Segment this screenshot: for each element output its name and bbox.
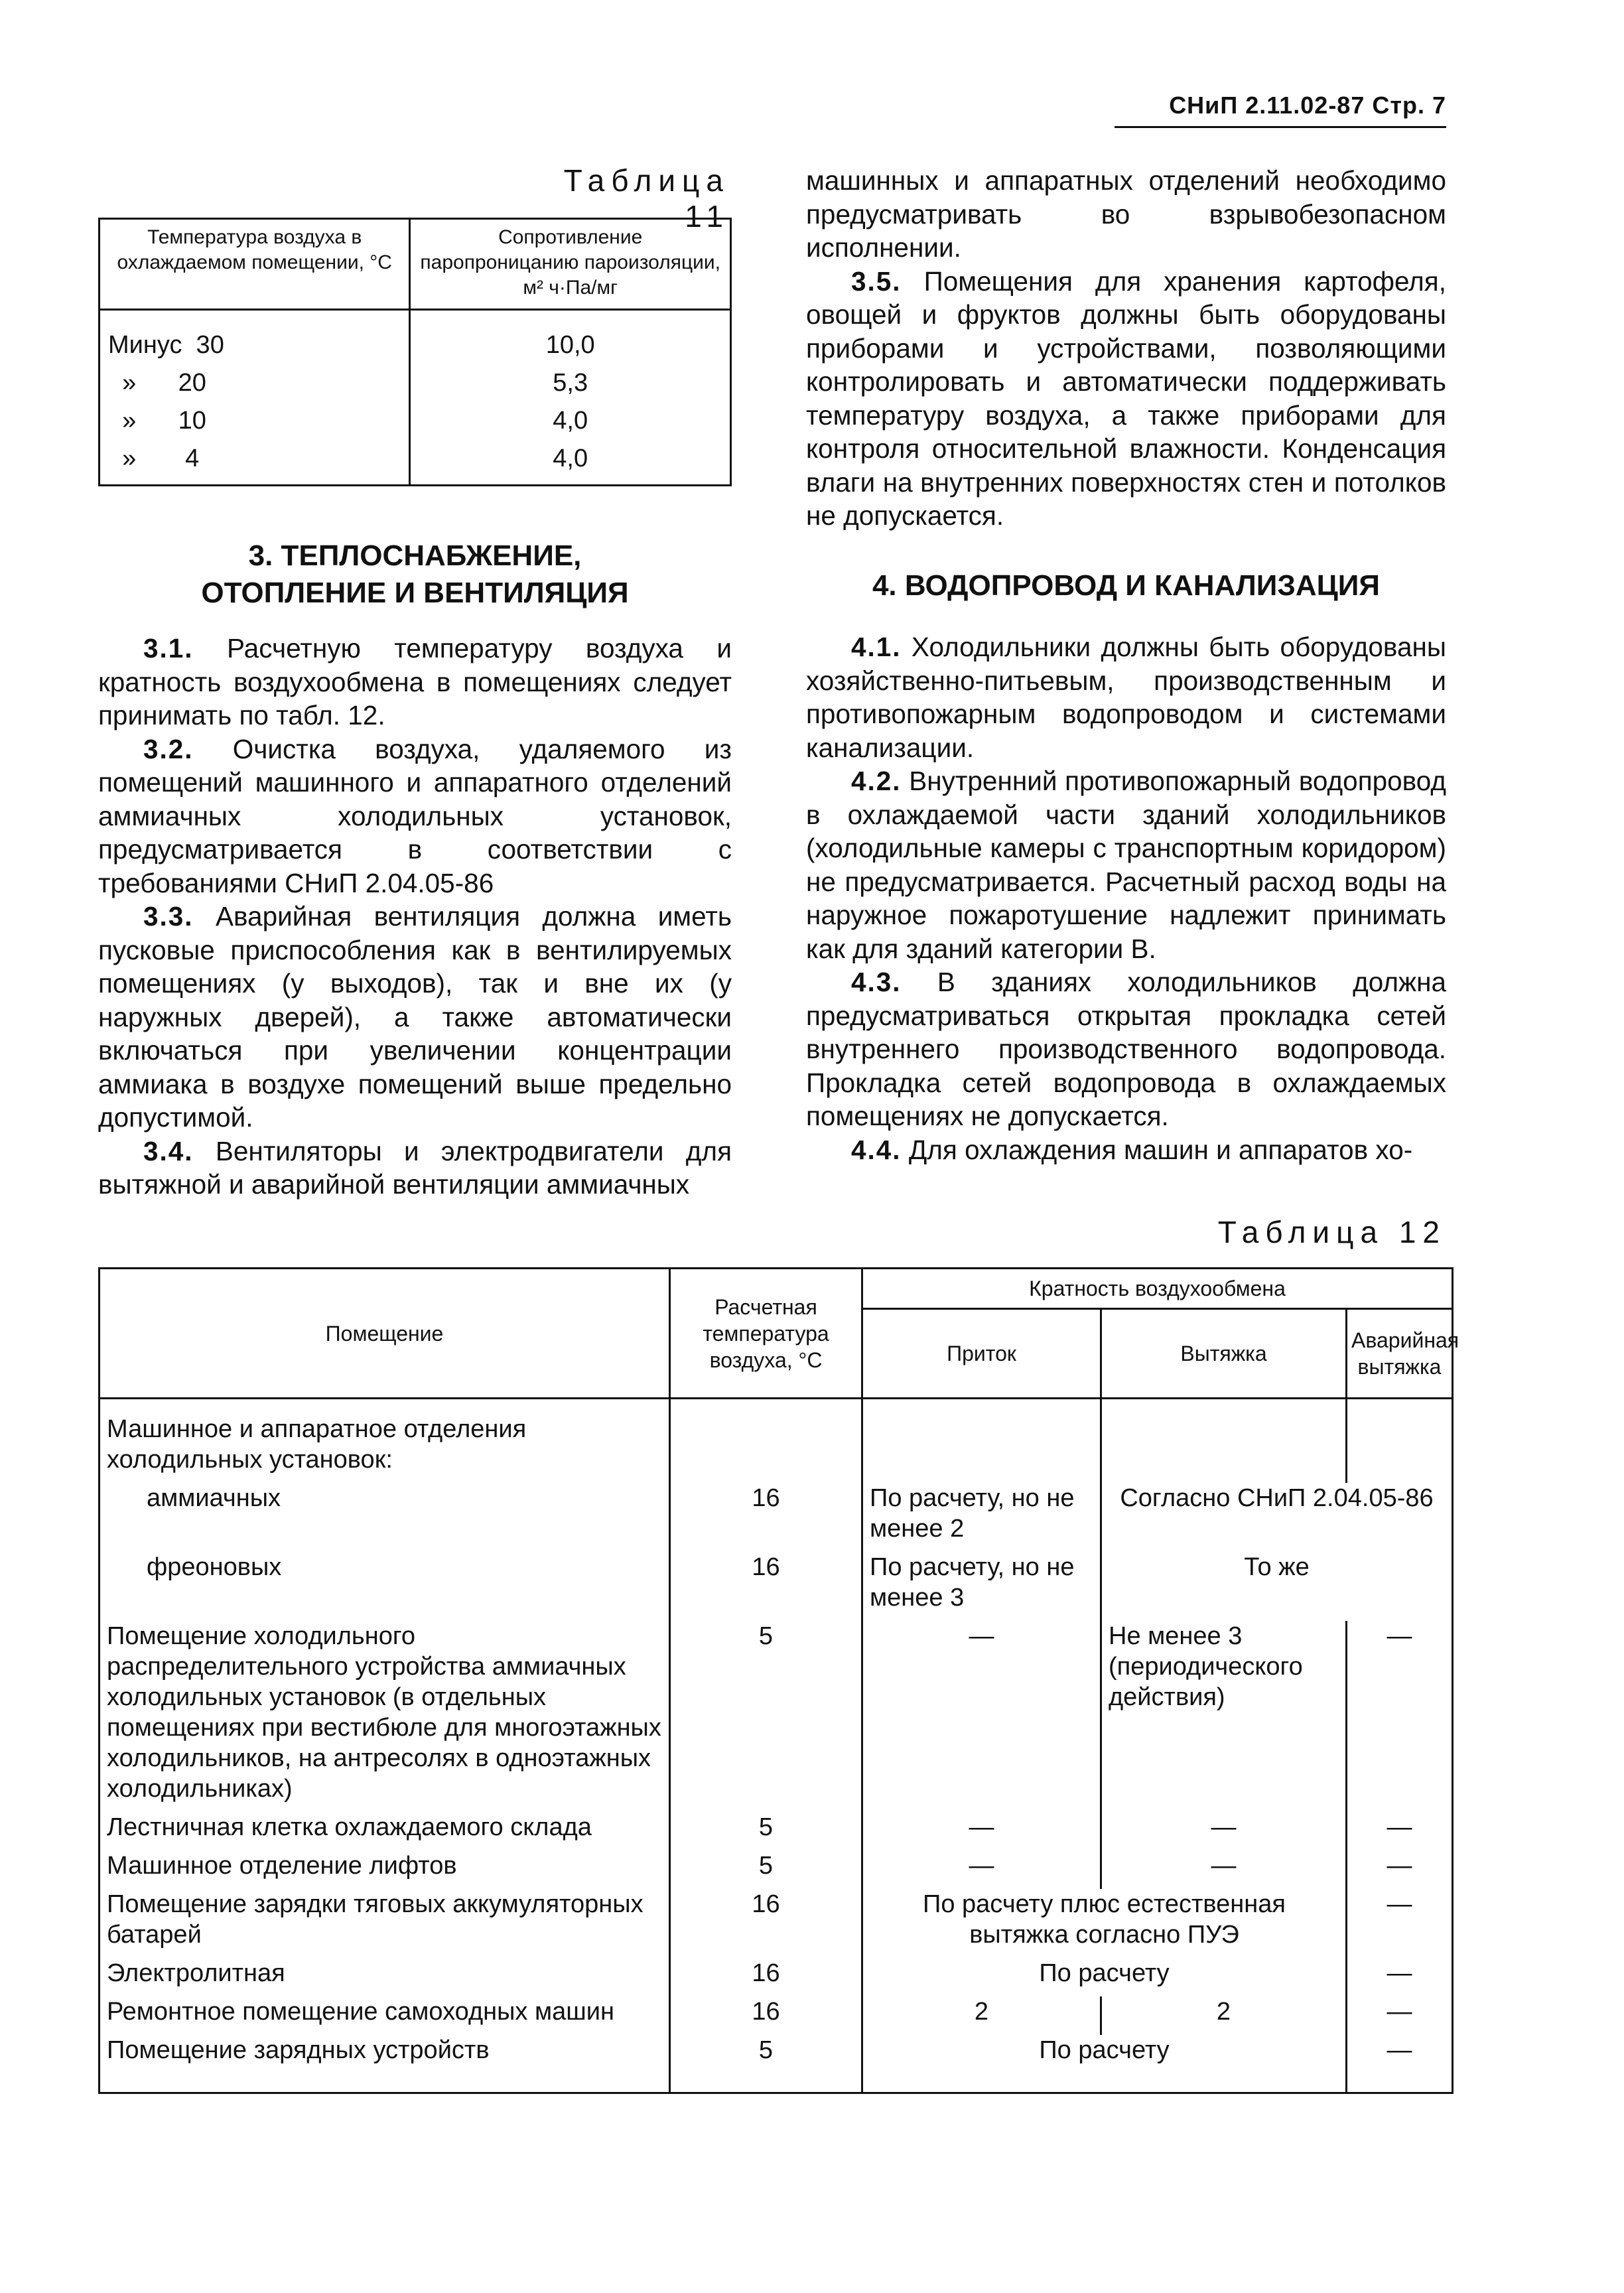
- temperature-cell: Минус 30: [100, 310, 410, 365]
- table-row: [100, 440, 731, 486]
- resistance-cell: 4,0: [410, 402, 731, 440]
- table-row: [100, 2035, 1453, 2093]
- inflow-cell: По расчету, но не менее 3: [862, 1552, 1101, 1621]
- paragraph-text: Очистка воздуха, удаляемого из помещений машинного и аппаратного отделений аммиачных холодильных установок, предусматривается в соответствии с требованиями СНиП 2.04.05-86: [98, 733, 732, 898]
- table-row: [100, 402, 731, 440]
- room-cell: Машинное и аппаратное отделения холодильных установок:: [100, 1399, 670, 1484]
- column-header-room: Помещение: [100, 1269, 670, 1399]
- inflow-cell: —: [862, 1850, 1101, 1889]
- table-row: [100, 1812, 1453, 1850]
- temperature-cell: 5: [670, 1812, 862, 1850]
- table-row: [100, 364, 731, 402]
- table-12-caption: Таблица 12: [1217, 1215, 1446, 1249]
- paragraph-number: 4.4.: [851, 1134, 902, 1165]
- table-row: [100, 1850, 1453, 1889]
- paragraph-3-4: [98, 1135, 732, 1202]
- temperature-cell: 5: [670, 1850, 862, 1889]
- emergency-cell: —: [1347, 1889, 1453, 1958]
- paragraph-text: В зданиях холодильников должна предусматриваться открытая прокладка сетей внутреннего производственного водопровода. Прокладка сетей водопровода в охлаждаемых помещениях не допускается.: [806, 967, 1446, 1131]
- column-header-temperature: Расчетная температура воздуха, °С: [670, 1269, 862, 1399]
- paragraph-text: Аварийная вентиляция должна иметь пусковые приспособления как в вентилируемых помещениях (у выходов), так и вне их (у наружных дверей), а также автоматически включаться при увеличении концентрации аммиака в воздухе помещений выше предельно допустимой.: [98, 901, 732, 1133]
- inflow-cell: —: [862, 1812, 1101, 1850]
- page-header: СНиП 2.11.02-87 Стр. 7: [1169, 92, 1446, 119]
- section-3-heading-line-1: 3. ТЕПЛОСНАБЖЕНИЕ,: [248, 539, 582, 572]
- paragraph-text: Помещения для хранения картофеля, овощей и фруктов должны быть оборудованы приборами и устройствами, позволяющими контролировать и автоматически поддерживать температуру воздуха, а также приборами для контроля относительной влажности. Конденсация влаги на внутренних поверхностях стен и потолков не допускается.: [806, 265, 1446, 531]
- temperature-cell: 16: [670, 1958, 862, 1996]
- column-header-exhaust: Вытяжка: [1101, 1309, 1347, 1399]
- temperature-cell: 5: [670, 2035, 862, 2093]
- emergency-cell: [1347, 1399, 1453, 1484]
- table-row: [100, 1552, 1453, 1621]
- paragraph-3-5: [806, 265, 1446, 533]
- temperature-cell: 16: [670, 1483, 862, 1552]
- table-row: [100, 310, 731, 365]
- resistance-cell: 10,0: [410, 310, 731, 365]
- table-row: [100, 1483, 1453, 1552]
- inflow-cell: 2: [862, 1996, 1101, 2035]
- paragraph-3-2: [98, 732, 732, 900]
- paragraph-number: 4.1.: [851, 632, 902, 662]
- inflow-cell: По расчету, но не менее 2: [862, 1483, 1101, 1552]
- temperature-cell: 16: [670, 1552, 862, 1621]
- room-cell: Электролитная: [100, 1958, 670, 1996]
- paragraph-number: 3.3.: [143, 901, 194, 932]
- table-11: [98, 218, 732, 486]
- temperature-cell: 16: [670, 1996, 862, 2035]
- room-cell: фреоновых: [100, 1552, 670, 1621]
- exhaust-cell: Не менее 3 (периодического действия): [1101, 1621, 1347, 1812]
- paragraph-text: Внутренний противопожарный водопровод в охлаждаемой части зданий холодильников (холодильные камеры с транспортным коридором) не предусматривается. Расчетный расход воды на наружное пожаротушение надлежит принимать как для зданий категории В.: [806, 766, 1446, 964]
- paragraph-text: Расчетную температуру воздуха и кратность воздухообмена в помещениях следует принимать по табл. 12.: [98, 633, 732, 730]
- right-column-text-top: [806, 164, 1446, 533]
- paragraph-4-3: [806, 965, 1446, 1133]
- inflow-exhaust-merged-cell: По расчету: [862, 1958, 1347, 1996]
- table-header-row: [100, 1269, 1453, 1309]
- paragraph-number: 3.4.: [143, 1135, 194, 1166]
- temperature-cell: » 20: [100, 364, 410, 402]
- paragraph-4-2: [806, 764, 1446, 965]
- column-header-temperature: Температура воздуха в охлаждаемом помещении, °С: [100, 219, 410, 310]
- emergency-cell: —: [1347, 1812, 1453, 1850]
- inflow-exhaust-merged-cell: По расчету: [862, 2035, 1347, 2093]
- header-rule: [1115, 126, 1446, 128]
- room-cell: Ремонтное помещение самоходных машин: [100, 1996, 670, 2035]
- column-header-air-exchange: Кратность воздухообмена: [862, 1269, 1453, 1309]
- emergency-cell: —: [1347, 1996, 1453, 2035]
- emergency-cell: —: [1347, 2035, 1453, 2093]
- table-12: [98, 1267, 1459, 2094]
- room-cell: Помещение холодильного распределительного устройства аммиачных холодильных установок (в отдельных помещениях при вестибюле для многоэтажных холодильников, на антресолях в одноэтажных холодильниках): [100, 1621, 670, 1812]
- room-cell: Помещение зарядки тяговых аккумуляторных батарей: [100, 1889, 670, 1958]
- exhaust-cell: —: [1101, 1850, 1347, 1889]
- table-row: [100, 1958, 1453, 1996]
- inflow-cell: [862, 1399, 1101, 1484]
- paragraph-number: 3.1.: [143, 633, 194, 663]
- temperature-cell: 16: [670, 1889, 862, 1958]
- emergency-cell: —: [1347, 1621, 1453, 1812]
- table-11-caption: Таблица 11: [563, 163, 730, 234]
- inflow-exhaust-merged-cell: По расчету плюс естественная вытяжка согласно ПУЭ: [862, 1889, 1347, 1958]
- exhaust-merged-cell: То же: [1101, 1552, 1453, 1621]
- right-column-text-bottom: [806, 630, 1446, 1166]
- emergency-cell: —: [1347, 1850, 1453, 1889]
- paragraph-4-4: [806, 1133, 1446, 1167]
- exhaust-cell: —: [1101, 1812, 1347, 1850]
- room-cell: Лестничная клетка охлаждаемого склада: [100, 1812, 670, 1850]
- paragraph-text: Вентиляторы и электродвигатели для вытяжной и аварийной вентиляции аммиачных: [98, 1135, 732, 1200]
- exhaust-cell: 2: [1101, 1996, 1347, 2035]
- column-header-inflow: Приток: [862, 1309, 1101, 1399]
- room-cell: Машинное отделение лифтов: [100, 1850, 670, 1889]
- paragraph-4-1: [806, 630, 1446, 764]
- left-column-text: [98, 632, 732, 1202]
- room-cell: Помещение зарядных устройств: [100, 2035, 670, 2093]
- paragraph-3-4-continuation: машинных и аппаратных отделений необходимо предусматривать во взрывобезопасном исполнении.: [806, 165, 1446, 263]
- column-header-resistance: Сопротивление паропроницанию пароизоляции, м² ч·Па/мг: [410, 219, 731, 310]
- room-cell: аммиачных: [100, 1483, 670, 1552]
- paragraph-number: 4.3.: [851, 967, 902, 997]
- paragraph-3-3: [98, 900, 732, 1135]
- section-3-heading: [98, 537, 732, 612]
- resistance-cell: 5,3: [410, 364, 731, 402]
- table-row: [100, 1889, 1453, 1958]
- emergency-cell: —: [1347, 1958, 1453, 1996]
- temperature-cell: » 10: [100, 402, 410, 440]
- table-header-row: [100, 219, 731, 310]
- table-row: [100, 1621, 1453, 1812]
- temperature-cell: 5: [670, 1621, 862, 1812]
- paragraph-number: 4.2.: [851, 766, 902, 796]
- temperature-cell: [670, 1399, 862, 1484]
- inflow-cell: —: [862, 1621, 1101, 1812]
- section-3-heading-line-2: ОТОПЛЕНИЕ И ВЕНТИЛЯЦИЯ: [201, 577, 629, 609]
- table-row: [100, 1996, 1453, 2035]
- exhaust-merged-cell: Согласно СНиП 2.04.05-86: [1101, 1483, 1453, 1552]
- section-4-heading: 4. ВОДОПРОВОД И КАНАЛИЗАЦИЯ: [872, 569, 1381, 602]
- column-header-emergency: Аварийная вытяжка: [1347, 1309, 1453, 1399]
- paragraph-3-1: [98, 632, 732, 732]
- paragraph-number: 3.2.: [143, 733, 194, 764]
- paragraph-text: Для охлаждения машин и аппаратов хо-: [908, 1134, 1413, 1165]
- temperature-cell: » 4: [100, 440, 410, 486]
- paragraph-text: Холодильники должны быть оборудованы хозяйственно-питьевым, производственным и противопожарным водопроводом и системами канализации.: [806, 632, 1446, 763]
- resistance-cell: 4,0: [410, 440, 731, 486]
- exhaust-cell: [1101, 1399, 1347, 1484]
- paragraph-number: 3.5.: [851, 265, 902, 297]
- table-row: [100, 1399, 1453, 1484]
